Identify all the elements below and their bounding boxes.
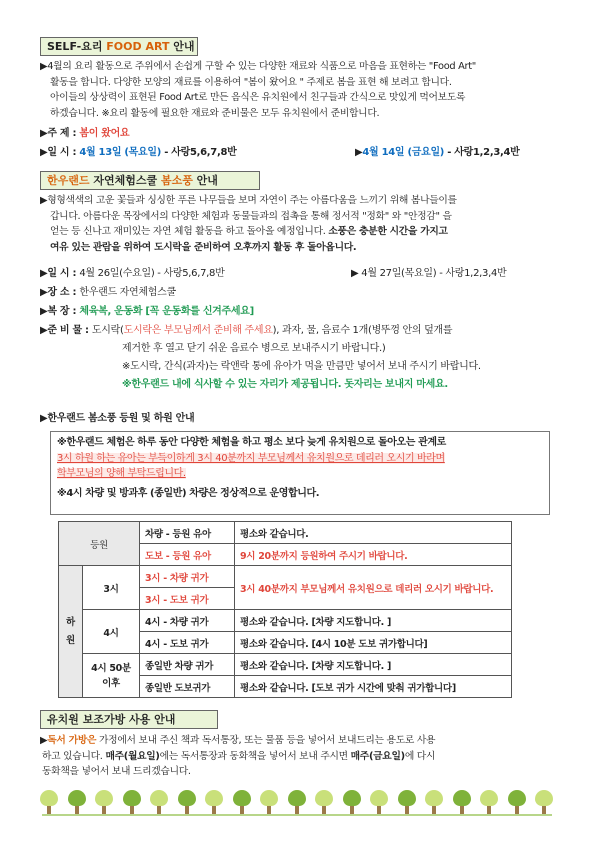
para-text: 하고 있습니다. — [42, 750, 106, 762]
title-part: 한우랜드 — [47, 174, 90, 187]
title-part: 봄소풍 — [160, 174, 193, 187]
place-label: ▶장 소 : — [40, 287, 80, 298]
para-line: ▶4월의 요리 활동으로 주위에서 손쉽게 구할 수 있는 다양한 재료와 식품으로 마음을 표현하는 "Food Art" — [40, 61, 477, 72]
group-cell: 3시 — [83, 566, 140, 610]
note-cell: 3시 40분까지 부모님께서 유치원으로 데리러 오시기 바랍니다. — [235, 566, 512, 610]
para-text: 가정에서 보내 주신 책과 독서통장, 또는 물품 등을 넣어서 보내드리는 용도로 사용 — [96, 735, 436, 746]
type-cell: 4시 - 도보 귀가 — [140, 632, 235, 654]
note-cell: 평소와 같습니다. [차량 지도합니다. ] — [235, 610, 512, 632]
attendance-schedule-table — [58, 521, 512, 698]
notice-highlight: 학부모님의 양해 부탁드립니다. — [57, 468, 186, 479]
note-cell: 9시 20분까지 등원하여 주시기 바랍니다. — [235, 544, 512, 566]
table-row — [59, 566, 512, 588]
bag-highlight: 독서 가방은 — [47, 735, 97, 746]
food-art-title — [40, 37, 198, 56]
date2: 4월 14일 (금요일) — [362, 147, 445, 158]
notice-highlight: 3시 하원 하는 유아는 부득이하게 3시 40분까지 부모님께서 유치원으로 데리러 오시기 바라며 — [57, 452, 445, 464]
bullet: ▶ — [40, 735, 48, 746]
para-text: 동화책을 넣어서 보내 드리겠습니다. — [42, 766, 191, 777]
departure-cell — [59, 566, 83, 698]
title-suffix: 안내 — [169, 40, 195, 53]
notice-line: ※한우랜드 체험은 하루 동안 다양한 체험을 하고 평소 보다 늦게 유치원으로 돌아오는 관계로 — [57, 437, 446, 448]
date2-rest: - 사랑1,2,3,4반 — [444, 147, 520, 158]
prep-highlight: 도시락은 부모님께서 준비해 주세요 — [123, 325, 273, 336]
para-line: ▶형형색색의 고운 꽃들과 싱싱한 푸른 나무들을 보며 자연이 주는 아름다움을 느끼기 위해 봄나들이를 — [40, 195, 457, 206]
table-row — [59, 610, 512, 632]
farm-prep-line4 — [122, 377, 448, 392]
date-label: ▶일 시 : — [40, 268, 80, 279]
departure-label: 하 원 — [66, 616, 75, 646]
group-label: 이후 — [102, 677, 120, 689]
prep-text: ※도시락, 간식(과자)는 락앤락 통에 유아가 먹을 만큼만 넣어서 보내 주시기 바랍니다. — [122, 361, 481, 372]
date1-rest: - 사랑5,6,7,8반 — [161, 147, 237, 158]
para-line: 갑니다. 아름다운 목장에서의 다양한 체험과 동물들과의 접촉을 통해 정서적 "정화" 와 "안정감" 을 — [50, 210, 452, 222]
title-part: 자연체험스쿨 — [89, 174, 161, 187]
date1: 4월 26일(수요일) - 사랑5,6,7,8반 — [79, 268, 225, 279]
bag-day: 매주(월요일) — [105, 750, 160, 762]
table-row — [59, 522, 512, 544]
farm-date — [40, 266, 224, 281]
attendance-notice — [50, 431, 550, 515]
bag-title: 유치원 보조가방 사용 안내 — [40, 710, 218, 729]
type-cell: 종일반 도보귀가 — [140, 676, 235, 698]
farm-prep-line3 — [122, 359, 481, 374]
group-cell: 4시 — [83, 610, 140, 654]
prep-label: ▶준 비 물 : — [40, 325, 92, 336]
place-value: 한우랜드 자연체험스쿨 — [79, 287, 176, 298]
title-highlight: FOOD ART — [106, 40, 170, 53]
farm-description — [40, 193, 565, 255]
arrival-label: 등원 — [90, 539, 108, 551]
bag-day: 매주(금요일) — [350, 750, 405, 762]
para-text: 에는 독서통장과 동화책을 넣어서 보내 주시면 — [159, 750, 351, 762]
date2-prefix: ▶ — [355, 147, 363, 158]
para-line: 얻는 등 신나고 재미있는 자연 체험 활동을 하고 돌아올 예정입니다. — [50, 226, 329, 237]
note-cell: 평소와 같습니다. [도보 귀가 시간에 맞춰 귀가합니다] — [235, 676, 512, 698]
date-label: ▶일 시 : — [40, 147, 80, 158]
para-line: 활동을 합니다. 다양한 모양의 재료를 이용하여 "봄이 왔어요 " 주제로 봄을 표현 해 보려고 합니다. — [50, 76, 452, 88]
farm-prep-line2 — [122, 341, 386, 356]
para-text: 에 다시 — [404, 750, 436, 762]
type-cell: 4시 - 차량 귀가 — [140, 610, 235, 632]
prep-note: ※한우랜드 내에 식사할 수 있는 자리가 제공됩니다. 돗자리는 보내지 마세요. — [122, 379, 448, 390]
prep-text: 제거한 후 열고 닫기 쉬운 음료수 병으로 보내주시기 바랍니다.) — [122, 343, 386, 354]
topic-label: ▶주 제 : — [40, 128, 80, 139]
prep-text: ), 과자, 물, 음료수 1개(병뚜껑 안의 덮개를 — [272, 325, 453, 336]
para-line: 하겠습니다. ※요리 활동에 필요한 재료와 준비물은 모두 유치원에서 준비합니다. — [50, 107, 380, 119]
footer-ground-line — [42, 814, 552, 816]
attendance-title: ▶한우랜드 봄소풍 등원 및 하원 안내 — [40, 413, 195, 424]
food-art-date2 — [355, 145, 520, 160]
prep-text: 도시락( — [91, 325, 124, 336]
group-label: 4시 50분 — [91, 662, 131, 674]
title-prefix: SELF-요리 — [47, 40, 107, 53]
farm-clothes — [40, 304, 254, 319]
note-cell: 평소와 같습니다. — [235, 522, 512, 544]
note-cell: 평소와 같습니다. [4시 10분 도보 귀가합니다] — [235, 632, 512, 654]
bag-description — [40, 733, 565, 780]
food-art-topic — [40, 126, 129, 141]
group-cell — [83, 654, 140, 698]
note-cell: 평소와 같습니다. [차량 지도합니다. ] — [235, 654, 512, 676]
date2: ▶ 4월 27일(목요일) - 사랑1,2,3,4반 — [351, 268, 507, 279]
farm-place — [40, 285, 176, 300]
type-cell: 차량 - 등원 유아 — [140, 522, 235, 544]
para-bold: 여유 있는 관람을 위하여 도시락을 준비하여 오후까지 활동 후 돌아옵니다. — [50, 241, 357, 253]
clothes-label: ▶복 장 : — [40, 306, 80, 317]
clothes-value: 체육복, 운동화 [꼭 운동화를 신겨주세요] — [79, 306, 254, 317]
farm-title — [40, 171, 260, 190]
notice-line: ※4시 차량 및 방과후 (종일반) 차량은 정상적으로 운영합니다. — [57, 487, 320, 499]
type-cell: 도보 - 등원 유아 — [140, 544, 235, 566]
para-line: 아이들의 상상력이 표현된 Food Art로 만든 음식은 유치원에서 친구들과 간식으로 맛있게 먹어보도록 — [50, 92, 466, 103]
topic-value: 봄이 왔어요 — [79, 128, 130, 139]
arrival-cell — [59, 522, 140, 566]
farm-prep — [40, 323, 452, 338]
food-art-date — [40, 145, 236, 160]
farm-date2 — [351, 266, 506, 281]
table-row — [59, 654, 512, 676]
type-cell: 3시 - 차량 귀가 — [140, 566, 235, 588]
food-art-description — [40, 59, 565, 121]
title-part: 안내 — [192, 174, 218, 187]
type-cell: 3시 - 도보 귀가 — [140, 588, 235, 610]
date1: 4월 13일 (목요일) — [79, 147, 162, 158]
type-cell: 종일반 차량 귀가 — [140, 654, 235, 676]
para-bold: 소풍은 충분한 시간을 가지고 — [328, 226, 448, 237]
